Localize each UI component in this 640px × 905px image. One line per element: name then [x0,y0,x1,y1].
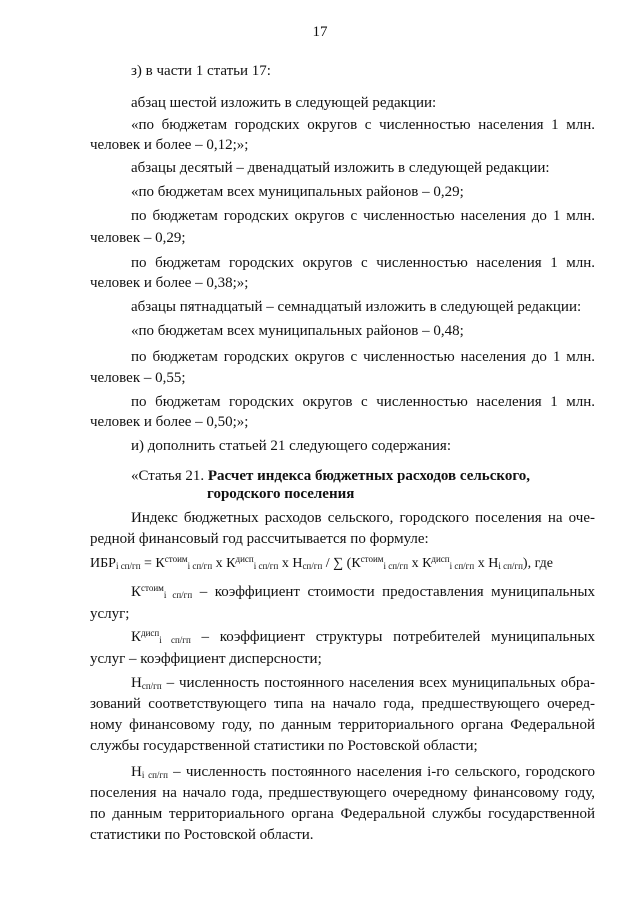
paragraph-line: по бюджетам городских округов с численностью населения до 1 млн. [131,208,595,224]
paragraph-line: «по бюджетам всех муниципальных районов – 0,29; [131,184,464,200]
paragraph-line: поселения на начало года, предшествующего очередному финансовому году, [90,785,595,801]
article-heading-cont [207,485,595,503]
paragraph-line: ному финансовому году, по данным территориального органа Федеральной [90,717,595,733]
paragraph-line: зований соответствующего типа на начало года, предшествующего очеред- [90,696,595,712]
definition-n: $Н_{сп/гп}$ – численность постоянного населения всех муниципальных обра- [131,675,595,691]
paragraph-line: услуг – коэффициент дисперсности; [90,651,322,667]
paragraph-line: службы государственной статистики по Ростовской области; [90,738,478,754]
paragraph-line: по данным территориального органа Федеральной службы государственной [90,806,595,822]
paragraph-line: «по бюджетам городских округов с численностью населения 1 млн. [131,117,595,133]
definition-ni: $Н_{i сп/гп}$ – численность постоянного населения i-го сельского, городского [131,764,595,780]
article-heading [131,467,595,485]
definition-k-stoim: $К^{стоим}_{i сп/гп}$ – коэффициент стоимости предоставления муниципальных [131,583,595,600]
paragraph-line: человек и более – 0,12;»; [90,137,249,153]
paragraph-line: по бюджетам городских округов с численностью населения до 1 млн. [131,349,595,365]
article-prefix: «Статья 21. [131,468,208,484]
formula: $ИБР_{i сп/гп} = К^{стоим}_{i сп/гп}$ х $К^{дисп}_{i сп/гп}$ х $Н_{сп/гп}$ / ∑ ($К^{стоим}_{i сп/гп}$ х $К^{дисп}_{i сп/гп}$ х $Н_{i сп/гп}$), где [90,554,553,571]
article-title: Расчет индекса бюджетных расходов сельского, [207,468,531,484]
paragraph-line: по бюджетам городских округов с численностью населения 1 млн. [131,255,595,271]
page-number: 17 [312,24,328,40]
paragraph-line: человек и более – 0,38;»; [90,275,249,291]
paragraph-line: «по бюджетам всех муниципальных районов – 0,48; [131,323,464,339]
paragraph-line: абзац шестой изложить в следующей редакции: [131,95,437,111]
paragraph-line: Индекс бюджетных расходов сельского, городского поселения на оче- [131,510,595,526]
article-title-cont: городского поселения [207,486,355,502]
paragraph-line: абзацы десятый – двенадцатый изложить в следующей редакции: [131,160,550,176]
paragraph-line: услуг; [90,606,130,622]
paragraph-line: редной финансовый год рассчитывается по формуле: [90,531,429,547]
paragraph-line: человек и более – 0,50;»; [90,414,249,430]
definition-k-disp: $К^{дисп}_{i сп/гп}$ – коэффициент структуры потребителей муниципальных [131,628,595,645]
paragraph-line: человек – 0,55; [90,370,186,386]
paragraph-line: абзацы пятнадцатый – семнадцатый изложить в следующей редакции: [131,299,582,315]
paragraph-line: человек – 0,29; [90,230,186,246]
paragraph-line: з) в части 1 статьи 17: [131,63,271,79]
paragraph-line: статистики по Ростовской области. [90,827,314,843]
paragraph-line: и) дополнить статьей 21 следующего содержания: [131,438,452,454]
paragraph-line: по бюджетам городских округов с численностью населения 1 млн. [131,394,595,410]
